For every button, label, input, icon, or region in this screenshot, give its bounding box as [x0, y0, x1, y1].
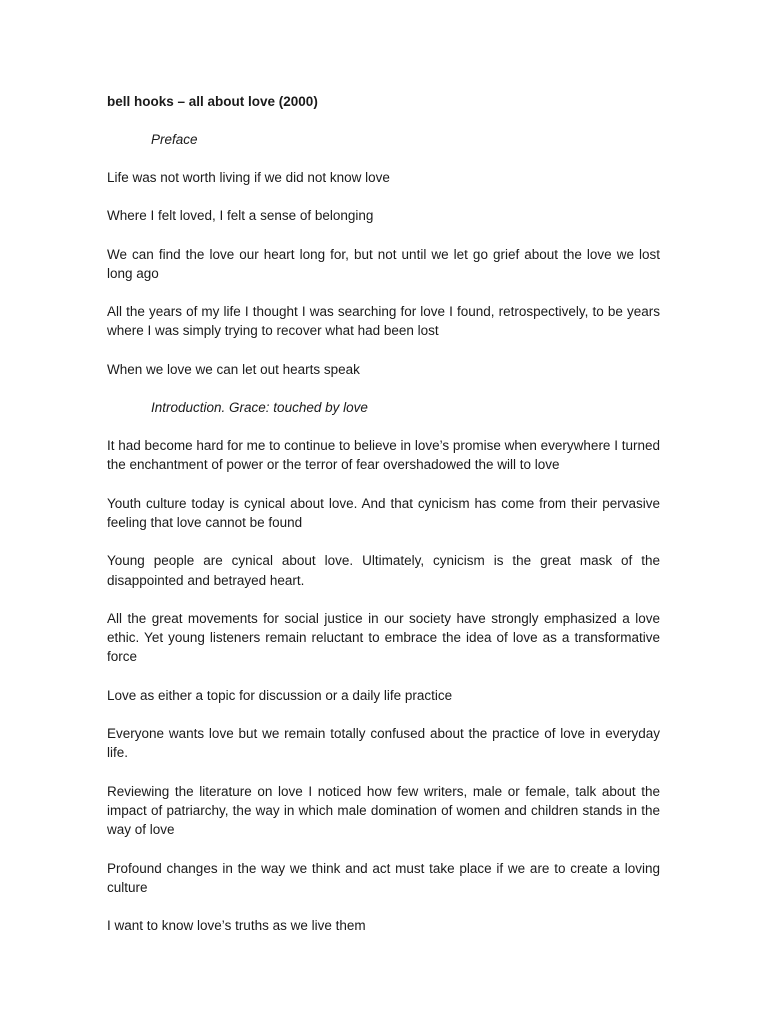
paragraph: Youth culture today is cynical about love. And that cynicism has come from their pervasive feeling that love cannot be found — [107, 495, 660, 530]
document-title: bell hooks – all about love (2000) — [107, 94, 318, 109]
paragraph: All the great movements for social justice in our society have strongly emphasized a love ethic. Yet young listeners remain reluctant to embrace the idea of love as a transformative force — [107, 610, 660, 665]
paragraph: Everyone wants love but we remain totally confused about the practice of love in everyday life. — [107, 726, 660, 761]
paragraph: We can find the love our heart long for, but not until we let go grief about the love we lost long ago — [107, 246, 660, 281]
paragraph: Love as either a topic for discussion or a daily life practice — [107, 687, 453, 703]
paragraph: Where I felt loved, I felt a sense of belonging — [107, 208, 374, 224]
paragraph: Profound changes in the way we think and act must take place if we are to create a loving culture — [107, 860, 660, 895]
paragraph: All the years of my life I thought I was searching for love I found, retrospectively, to be years where I was simply trying to recover what had been lost — [107, 304, 660, 339]
paragraph: Young people are cynical about love. Ultimately, cynicism is the great mask of the disappointed and betrayed heart. — [107, 553, 660, 588]
paragraph: Reviewing the literature on love I noticed how few writers, male or female, talk about the impact of patriarchy, the way in which male domination of women and children stands in the way of love — [107, 783, 660, 838]
paragraph: Life was not worth living if we did not know love — [107, 170, 390, 185]
paragraph: I want to know love’s truths as we live them — [107, 918, 366, 934]
preface-heading: Preface — [151, 132, 198, 147]
document-page — [107, 92, 660, 954]
paragraph: It had become hard for me to continue to believe in love’s promise when everywhere I turned the enchantment of power or the terror of fear overshadowed the will to love — [107, 438, 660, 473]
paragraph: When we love we can let out hearts speak — [107, 361, 360, 377]
introduction-heading: Introduction. Grace: touched by love — [151, 400, 368, 416]
